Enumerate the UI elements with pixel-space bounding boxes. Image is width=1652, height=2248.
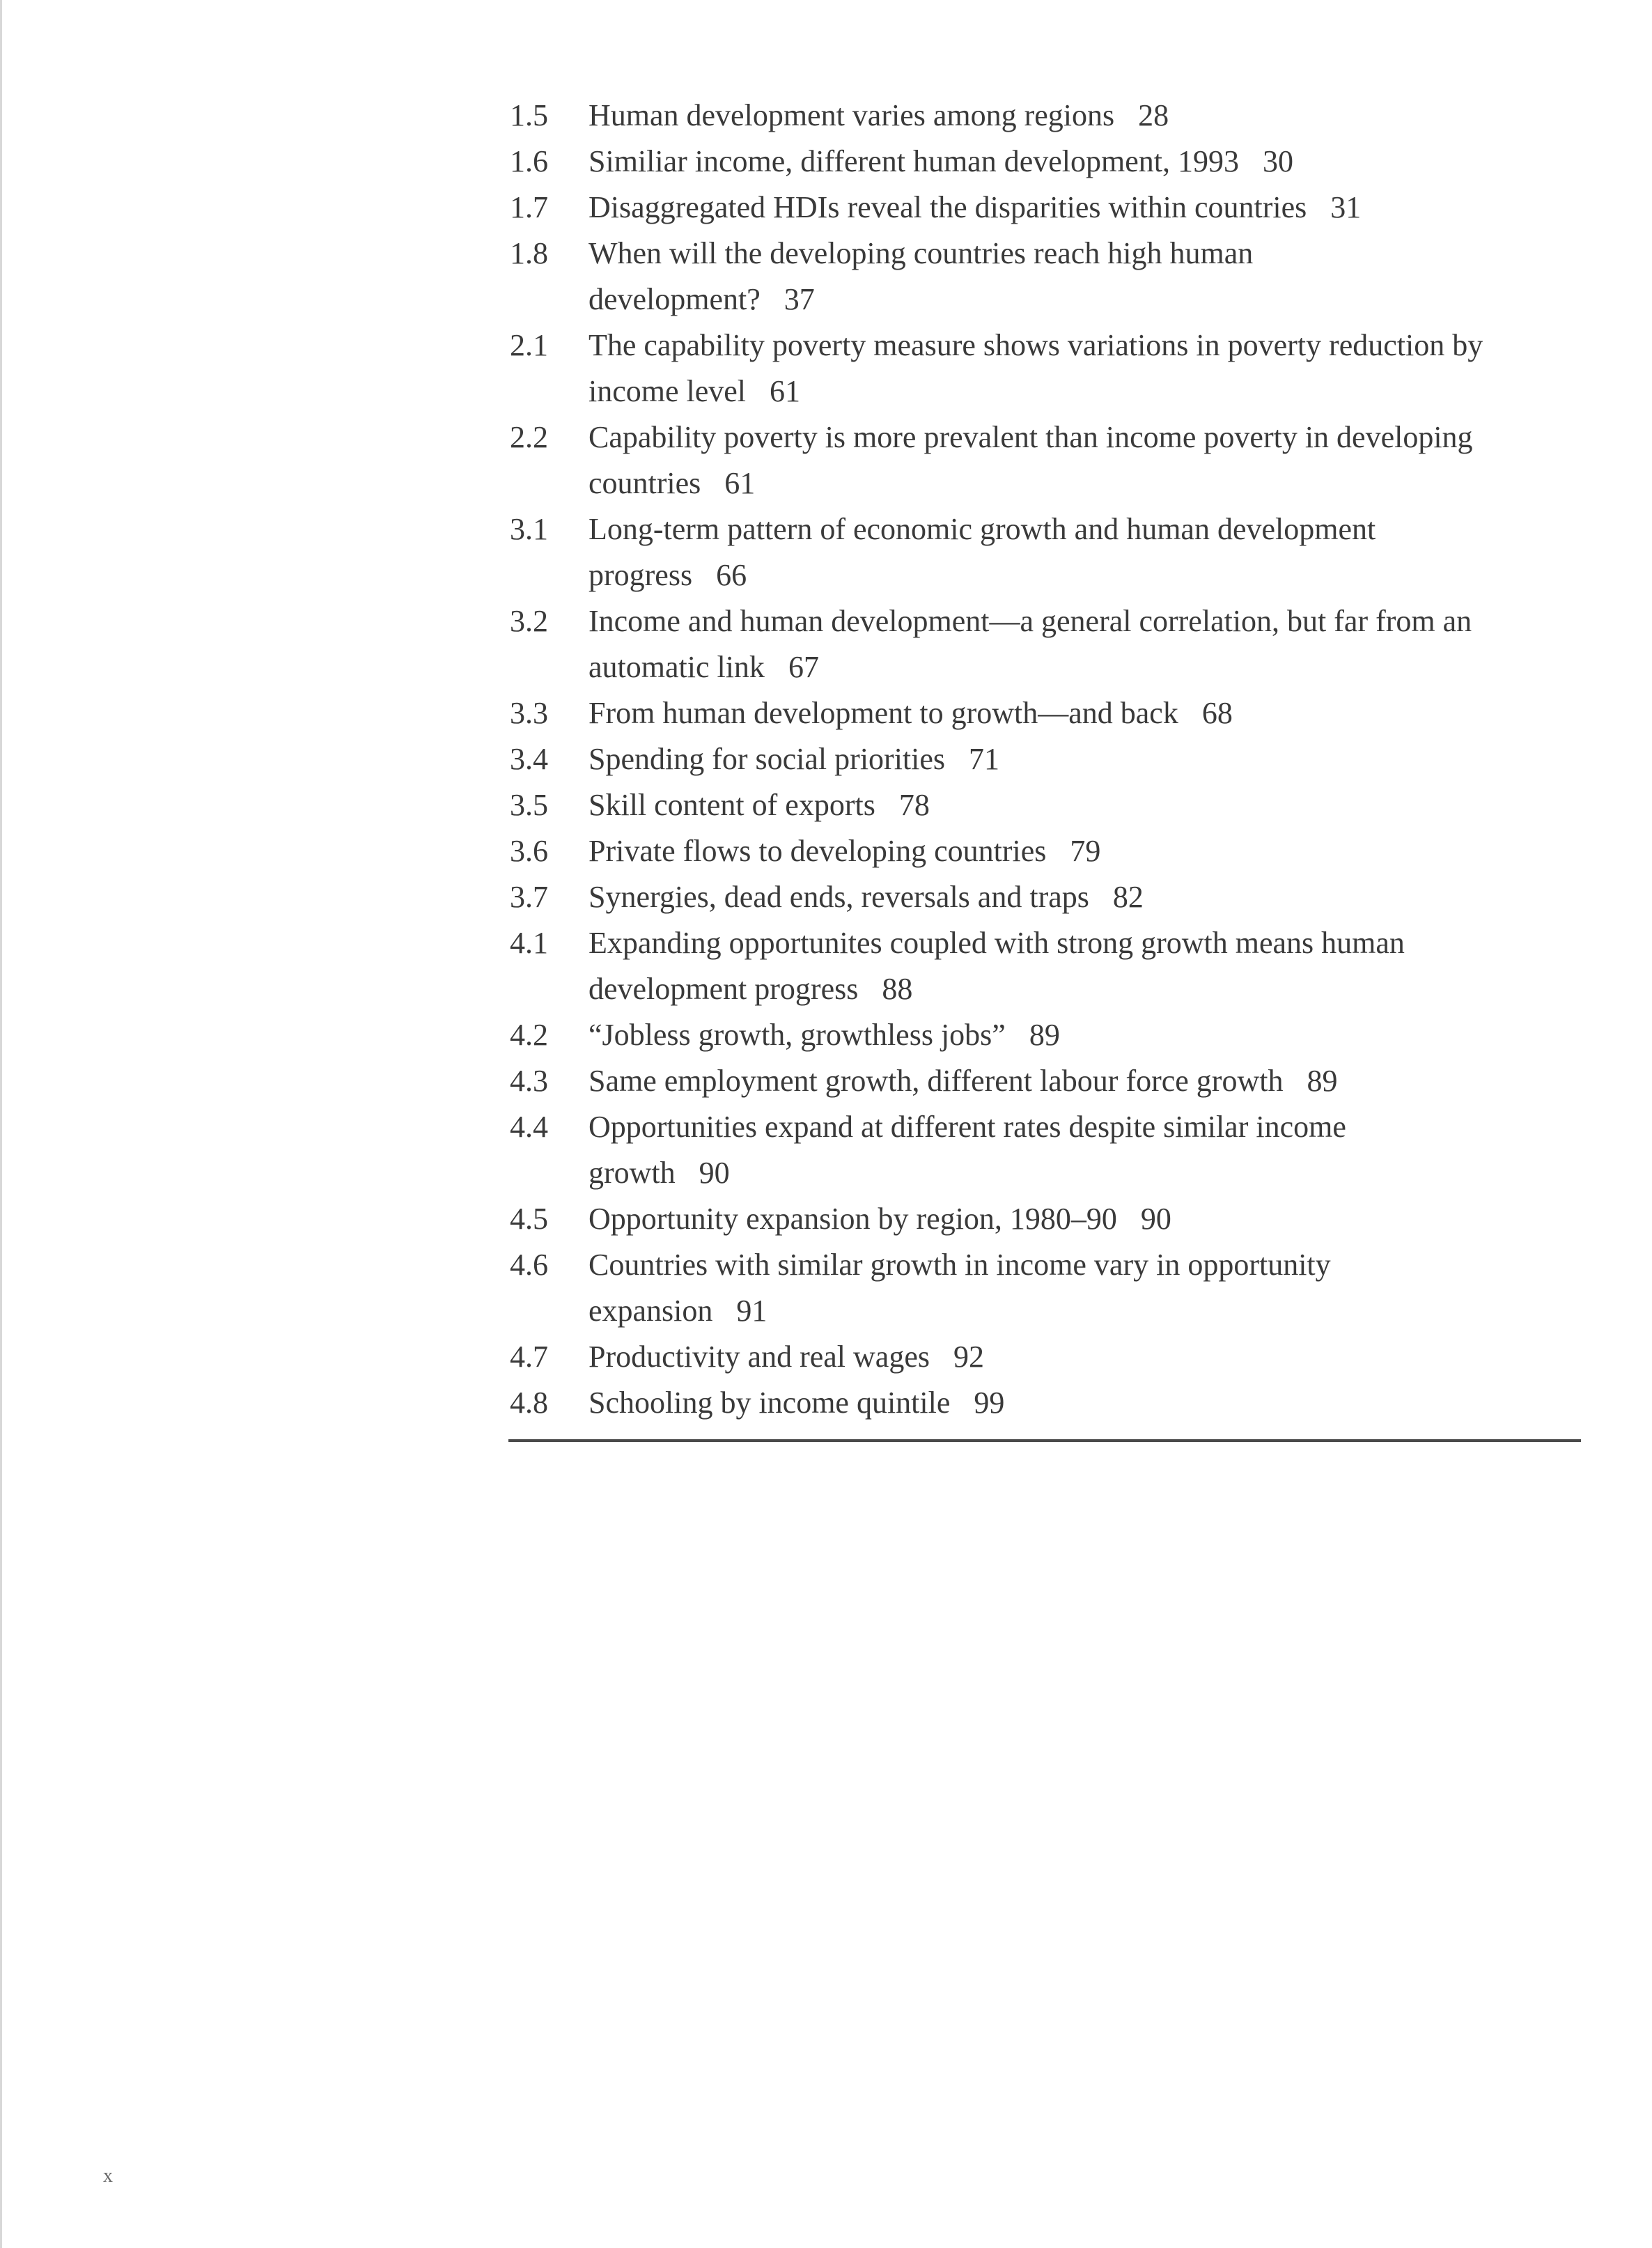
page-reference: 67 <box>788 650 819 684</box>
figure-number: 4.2 <box>510 1018 548 1052</box>
figure-title-line <box>589 1150 1596 1196</box>
figure-title-text: Long-term pattern of economic growth and human development <box>589 512 1376 546</box>
figure-number: 2.1 <box>510 328 548 362</box>
page-reference: 66 <box>716 558 747 592</box>
figure-title-line <box>589 874 1596 920</box>
figure-number: 3.1 <box>510 512 548 546</box>
figure-title-line <box>589 1058 1596 1104</box>
figure-number: 3.4 <box>510 742 548 776</box>
page-reference: 90 <box>1140 1202 1171 1236</box>
list-item <box>510 1104 1596 1196</box>
figure-number: 1.8 <box>510 236 548 270</box>
figure-number: 1.6 <box>510 144 548 178</box>
list-item <box>510 1196 1596 1242</box>
list-item <box>510 185 1596 231</box>
list-item <box>510 1334 1596 1380</box>
figure-title-text: When will the developing countries reach high human <box>589 236 1254 270</box>
figure-title-line <box>589 323 1596 369</box>
figure-title-text: Disaggregated HDIs reveal the disparities within countries <box>589 190 1307 224</box>
figure-title-line <box>589 277 1596 323</box>
figure-title-line <box>589 552 1596 598</box>
figure-title-line <box>589 920 1596 966</box>
figure-number: 4.6 <box>510 1248 548 1282</box>
page-reference: 91 <box>736 1294 767 1328</box>
page-number: x <box>103 2165 113 2187</box>
figure-number: 4.4 <box>510 1110 548 1144</box>
page-reference: 31 <box>1330 190 1362 224</box>
figure-title-line <box>589 414 1596 460</box>
list-item <box>510 874 1596 920</box>
figure-title-text: countries <box>589 466 701 500</box>
figure-title-text: Productivity and real wages <box>589 1340 930 1374</box>
figure-title-line <box>589 644 1596 690</box>
figure-number: 3.3 <box>510 696 548 730</box>
figure-list <box>510 93 1596 1426</box>
figure-title-line <box>589 1012 1596 1058</box>
page-reference: 78 <box>898 788 930 822</box>
figure-number: 4.7 <box>510 1340 548 1374</box>
page-reference: 30 <box>1262 144 1293 178</box>
page-reference: 89 <box>1307 1064 1338 1098</box>
page-reference: 61 <box>724 466 756 500</box>
figure-title-line <box>589 1288 1596 1334</box>
figure-number: 4.3 <box>510 1064 548 1098</box>
figure-number: 2.2 <box>510 420 548 454</box>
figure-title-line <box>589 231 1596 277</box>
figure-title-text: Opportunities expand at different rates despite similar income <box>589 1110 1346 1144</box>
list-item <box>510 736 1596 782</box>
figure-number: 3.7 <box>510 880 548 914</box>
figure-title-text: Countries with similar growth in income vary in opportunity <box>589 1248 1331 1282</box>
list-item <box>510 920 1596 1012</box>
figure-title-text: Similiar income, different human development, 1993 <box>589 144 1239 178</box>
figure-title-text: Same employment growth, different labour force growth <box>589 1064 1284 1098</box>
list-item <box>510 323 1596 414</box>
figure-title-line <box>589 1196 1596 1242</box>
list-item <box>510 598 1596 690</box>
figure-title-text: Skill content of exports <box>589 788 875 822</box>
list-item <box>510 782 1596 828</box>
figure-number: 3.2 <box>510 604 548 638</box>
figure-title-text: Income and human development—a general correlation, but far from an <box>589 604 1472 638</box>
figure-title-line <box>589 966 1596 1012</box>
figure-title-line <box>589 506 1596 552</box>
page-reference: 89 <box>1029 1018 1060 1052</box>
figure-title-text: Capability poverty is more prevalent than income poverty in developing <box>589 420 1473 454</box>
list-item <box>510 1380 1596 1426</box>
figure-number: 4.1 <box>510 926 548 960</box>
list-item <box>510 1058 1596 1104</box>
list-item <box>510 414 1596 506</box>
figure-number: 3.5 <box>510 788 548 822</box>
figure-title-line <box>589 369 1596 414</box>
figure-title-text: development progress <box>589 972 859 1006</box>
figure-title-text: income level <box>589 374 747 408</box>
list-item <box>510 1242 1596 1334</box>
page-edge <box>0 0 2 2248</box>
figure-title-line <box>589 828 1596 874</box>
figure-number: 4.5 <box>510 1202 548 1236</box>
figure-title-text: Opportunity expansion by region, 1980–90 <box>589 1202 1117 1236</box>
list-item <box>510 828 1596 874</box>
figure-title-text: Spending for social priorities <box>589 742 946 776</box>
figure-title-text: expansion <box>589 1294 713 1328</box>
figure-title-line <box>589 1380 1596 1426</box>
figure-title-text: progress <box>589 558 693 592</box>
figure-title-line <box>589 736 1596 782</box>
figure-title-line <box>589 1334 1596 1380</box>
figure-title-line <box>589 690 1596 736</box>
figure-title-text: Expanding opportunites coupled with strong growth means human <box>589 926 1405 960</box>
page-reference: 92 <box>953 1340 984 1374</box>
figure-number: 1.7 <box>510 190 548 224</box>
page-reference: 99 <box>974 1386 1005 1420</box>
figure-title-text: From human development to growth—and back <box>589 696 1178 730</box>
list-item <box>510 506 1596 598</box>
list-item <box>510 690 1596 736</box>
figure-number: 1.5 <box>510 98 548 132</box>
figure-title-line <box>589 782 1596 828</box>
figure-title-text: Human development varies among regions <box>589 98 1115 132</box>
page-reference: 28 <box>1138 98 1169 132</box>
figure-title-text: Schooling by income quintile <box>589 1386 951 1420</box>
figure-title-text: The capability poverty measure shows variations in poverty reduction by <box>589 328 1483 362</box>
figure-title-text: automatic link <box>589 650 765 684</box>
list-item <box>510 93 1596 139</box>
list-item <box>510 231 1596 323</box>
figure-title-line <box>589 598 1596 644</box>
list-end-rule <box>508 1439 1581 1442</box>
figure-title-text: Synergies, dead ends, reversals and traps <box>589 880 1089 914</box>
page-reference: 79 <box>1070 834 1101 868</box>
page-reference: 82 <box>1112 880 1144 914</box>
figure-title-line <box>589 93 1596 139</box>
figure-title-text: growth <box>589 1156 676 1190</box>
page-reference: 90 <box>699 1156 730 1190</box>
figure-title-text: Private flows to developing countries <box>589 834 1047 868</box>
figure-title-line <box>589 185 1596 231</box>
page-reference: 68 <box>1201 696 1233 730</box>
figure-title-line <box>589 1242 1596 1288</box>
list-item <box>510 139 1596 185</box>
page-reference: 61 <box>770 374 801 408</box>
figure-title-text: “Jobless growth, growthless jobs” <box>589 1018 1006 1052</box>
figure-title-text: development? <box>589 282 761 316</box>
page-reference: 37 <box>784 282 815 316</box>
figure-number: 4.8 <box>510 1386 548 1420</box>
figure-title-line <box>589 1104 1596 1150</box>
figure-title-line <box>589 139 1596 185</box>
page-reference: 71 <box>969 742 1000 776</box>
page-reference: 88 <box>882 972 913 1006</box>
figure-title-line <box>589 460 1596 506</box>
list-item <box>510 1012 1596 1058</box>
figure-number: 3.6 <box>510 834 548 868</box>
